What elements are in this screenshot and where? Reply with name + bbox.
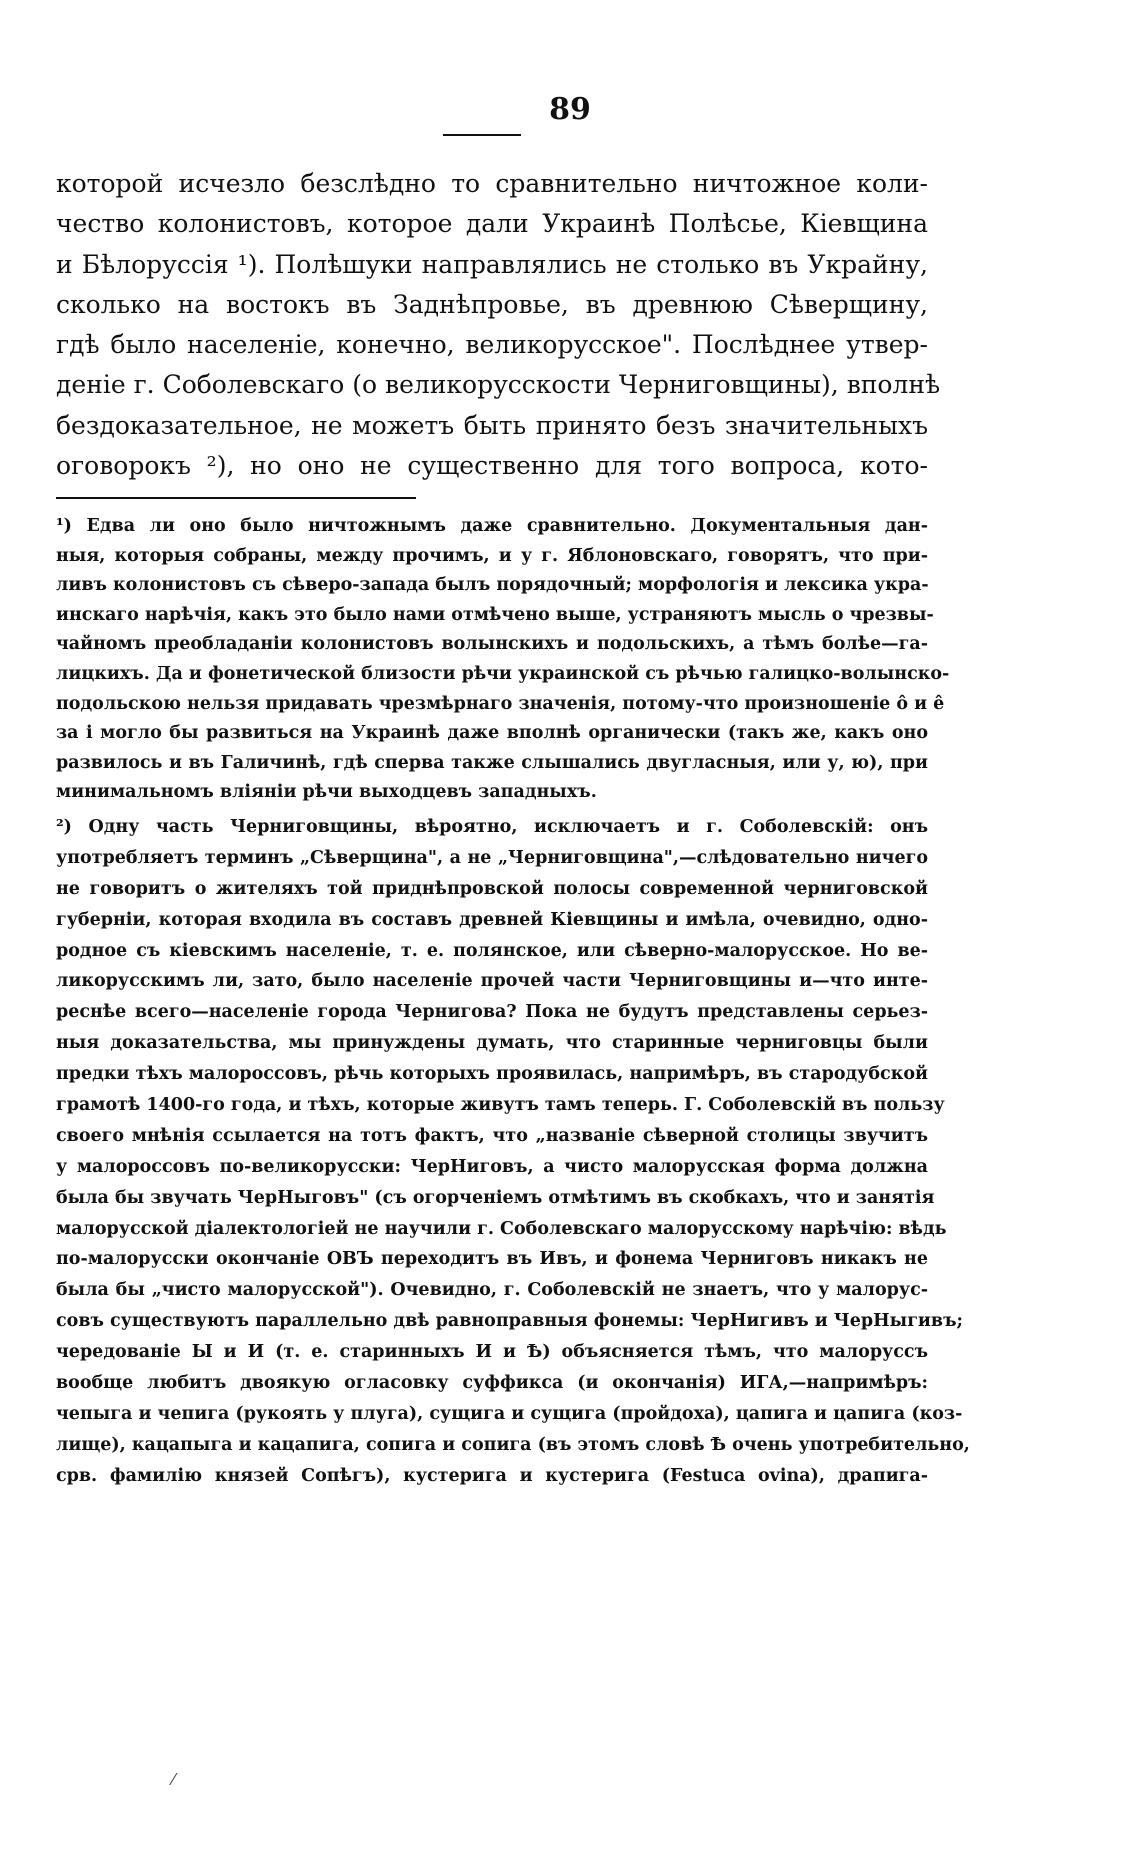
text-line: ныя, которыя собраны, между прочимъ, и у г. Яблоновскаго, говорятъ, что при- (56, 545, 928, 566)
text-line: совъ существуютъ параллельно двѣ равноправныя фонемы: ЧерНигивъ и ЧерНыгивъ; (56, 1311, 963, 1332)
text-line: ликорусскимъ ли, зато, было населеніе прочей части Черниговщины и—что инте- (56, 971, 928, 992)
text-line: подольскою нельзя придавать чрезмѣрнаго значенія, потому-что произношеніе ô и ê (56, 693, 945, 714)
text-line: грамотѣ 1400-го года, и тѣхъ, которые живутъ тамъ теперь. Г. Соболевскій въ пользу (56, 1094, 945, 1115)
text-line: ¹) Едва ли оно было ничтожнымъ даже сравнительно. Документальныя дан- (56, 516, 928, 536)
text-line: по-малорусски окончаніе ОВЪ переходитъ въ Ивъ, и фонема Черниговъ никакъ не (56, 1249, 928, 1270)
page-number-underline (443, 134, 521, 136)
text-line: ливъ колонистовъ съ сѣверо-запада былъ порядочный; морфологія и лексика укра- (56, 575, 929, 596)
text-line: гдѣ было населеніе, конечно, великорусское". Послѣднее утвер- (56, 330, 928, 360)
text-line: ныя доказательства, мы принуждены думать, что старинные черниговцы были (56, 1033, 928, 1054)
page-number: 89 (549, 92, 591, 127)
text-line: чайномъ преобладаніи колонистовъ волынскихъ и подольскихъ, а тѣмъ болѣе—га- (56, 634, 928, 655)
text-line: малорусской діалектологіей не научили г. Соболевскаго малорусскому нарѣчію: вѣдь (56, 1218, 947, 1239)
text-line: за і могло бы развиться на Украинѣ даже вполнѣ органически (такъ же, какъ оно (56, 723, 928, 744)
text-line: чередованіе Ы и И (т. е. старинныхъ И и Ѣ) объясняется тѣмъ, что малоруссъ (56, 1342, 928, 1363)
text-line: своего мнѣнія ссылается на тотъ фактъ, что „названіе сѣверной столицы звучитъ (56, 1125, 928, 1146)
footnotes (56, 512, 970, 1492)
text-line: и Бѣлоруссія ¹). Полѣшуки направлялись не столько въ Украйну, (56, 249, 928, 279)
footnote-separator (56, 497, 416, 499)
stray-mark: ⁄ (172, 1770, 175, 1789)
text-line: лище), кацапыга и кацапига, сопига и сопига (въ этомъ словѣ Ѣ очень употребительно, (56, 1434, 970, 1455)
text-line: у малороссовъ по-великорусски: ЧерНиговъ, а чисто малорусская форма должна (56, 1156, 928, 1177)
text-line: чепыга и чепига (рукоять у плуга), сущига и сущига (пройдоха), цапига и цапига (коз- (56, 1403, 963, 1424)
footnote-1 (56, 512, 950, 808)
text-line: минимальномъ вліяніи рѣчи выходцевъ западныхъ. (56, 782, 597, 803)
text-line: бездоказательное, не можетъ быть принято безъ значительныхъ (56, 410, 928, 440)
footnote-2 (56, 812, 970, 1492)
main-text (56, 164, 941, 486)
text-line: инскаго нарѣчія, какъ это было нами отмѣчено выше, устраняютъ мысль о чрезвы- (56, 604, 934, 625)
text-line: реснѣе всего—населеніе города Чернигова? Пока не будутъ представлены серьез- (56, 1002, 928, 1023)
text-line: деніе г. Соболевскаго (о великорусскости Черниговщины), вполнѣ (56, 370, 941, 400)
text-line: была бы „чисто малорусской"). Очевидно, г. Соболевскій не знаетъ, что у малорус- (56, 1280, 928, 1301)
text-line: не говоритъ о жителяхъ той приднѣпровской полосы современной черниговской (56, 878, 928, 899)
text-line: сколько на востокъ въ Заднѣпровье, въ древнюю Сѣверщину, (56, 289, 928, 319)
text-line: лицкихъ. Да и фонетической близости рѣчи украинской съ рѣчью галицко-волынско- (56, 663, 950, 684)
text-line: предки тѣхъ малороссовъ, рѣчь которыхъ проявилась, напримѣръ, въ стародубской (56, 1064, 928, 1085)
text-line: чество колонистовъ, которое дали Украинѣ Полѣсье, Кіевщина (56, 209, 928, 239)
text-line: срв. фамилію князей Сопѣгъ), кустерига и кустерига (Festuca ovina), драпига- (56, 1465, 928, 1486)
text-line: употребляетъ терминъ „Сѣверщина", а не „Черниговщина",—слѣдовательно ничего (56, 847, 928, 868)
text-line: была бы звучать ЧерНыговъ" (съ огорченіемъ отмѣтимъ въ скобкахъ, что и занятія (56, 1187, 935, 1208)
text-line: губерніи, которая входила въ составъ древней Кіевщины и имѣла, очевидно, одно- (56, 909, 928, 930)
text-line: вообще любитъ двоякую огласовку суффикса (и окончанія) ИГА,—напримѣръ: (56, 1372, 928, 1393)
text-line: развилось и въ Галичинѣ, гдѣ сперва также слышались двугласныя, или у, ю), при (56, 752, 928, 773)
text-line: родное съ кіевскимъ населеніе, т. е. полянское, или сѣверно-малорусское. Но ве- (56, 940, 928, 961)
text-line: ²) Одну часть Черниговщины, вѣроятно, исключаетъ и г. Соболевскій: онъ (56, 816, 928, 837)
text-line: которой исчезло безслѣдно то сравнительно ничтожное коли- (56, 169, 928, 198)
text-line: оговорокъ ²), но оно не существенно для того вопроса, кото- (56, 451, 928, 481)
